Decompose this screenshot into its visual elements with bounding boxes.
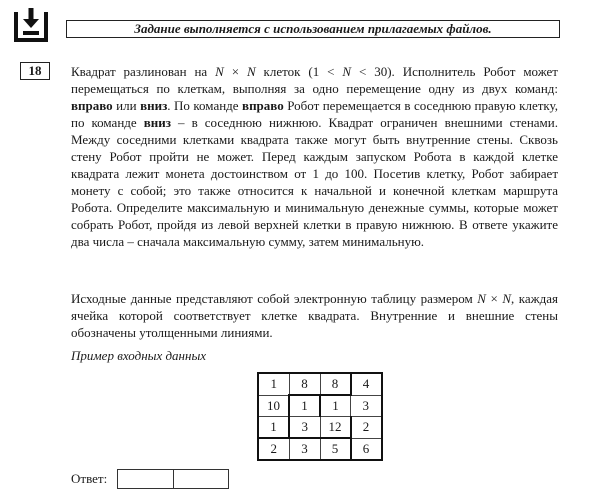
answer-label: Ответ: <box>71 471 108 486</box>
grid-row <box>258 395 382 417</box>
grid-cell: 8 <box>289 373 320 395</box>
grid-cell: 8 <box>320 373 351 395</box>
grid-cell: 4 <box>351 373 382 395</box>
task-statement <box>71 63 558 250</box>
answer-cell-max[interactable] <box>118 470 173 488</box>
grid-cell: 3 <box>289 417 320 439</box>
download-file-icon <box>13 6 49 44</box>
input-description-paragraph: Исходные данные представляют собой электронную таблицу размером N × N, каждая ячейка которой соответствует клетке квадрата. Внутренние и внешние стены обозначены утолщенными линиями. <box>71 291 558 340</box>
grid-cell: 3 <box>289 438 320 460</box>
example-grid <box>257 372 383 461</box>
example-label: Пример входных данных <box>71 348 207 363</box>
grid-cell: 1 <box>320 395 351 417</box>
input-description <box>71 290 558 341</box>
grid-cell: 1 <box>258 417 289 439</box>
statement-paragraph: Квадрат разлинован на N × N клеток (1 < N < 30). Исполнитель Робот может перемещаться по клеткам, выполняя за одно перемещение одну из двух команд: вправо или вниз. По команде вправо Робот перемещается в соседнюю правую клетку, по команде вниз – в соседнюю нижнюю. Квадрат ограничен внешними стенами. Между соседними клетками квадрата также могут быть внутренние стены. Сквозь стену Робот пройти не может. Перед каждым запуском Робота в каждой клетке квадрата лежит монета достоинством от 1 до 100. Посетив клетку, Робот забирает монету с собой; это также относится к начальной и конечной клеткам маршрута Робота. Определите максимальную и минимальную денежные суммы, которые может собрать Робот, пройдя из левой верхней клетки в правую нижнюю. В ответе укажите два числа – сначала максимальную сумму, затем минимальную. <box>71 64 559 249</box>
grid-cell: 5 <box>320 438 351 460</box>
task-number: 18 <box>20 62 50 80</box>
grid-cell: 1 <box>258 373 289 395</box>
grid-cell: 3 <box>351 395 382 417</box>
grid-row <box>258 438 382 460</box>
grid-cell: 10 <box>258 395 289 417</box>
grid-cell: 6 <box>351 438 382 460</box>
grid-row <box>258 417 382 439</box>
answer-field[interactable] <box>117 469 229 489</box>
grid-cell: 12 <box>320 417 351 439</box>
grid-cell: 2 <box>351 417 382 439</box>
grid-cell: 2 <box>258 438 289 460</box>
grid-cell: 1 <box>289 395 320 417</box>
answer-cell-min[interactable] <box>173 470 229 488</box>
files-notice-banner: Задание выполняется с использованием прилагаемых файлов. <box>66 20 560 38</box>
grid-row <box>258 373 382 395</box>
